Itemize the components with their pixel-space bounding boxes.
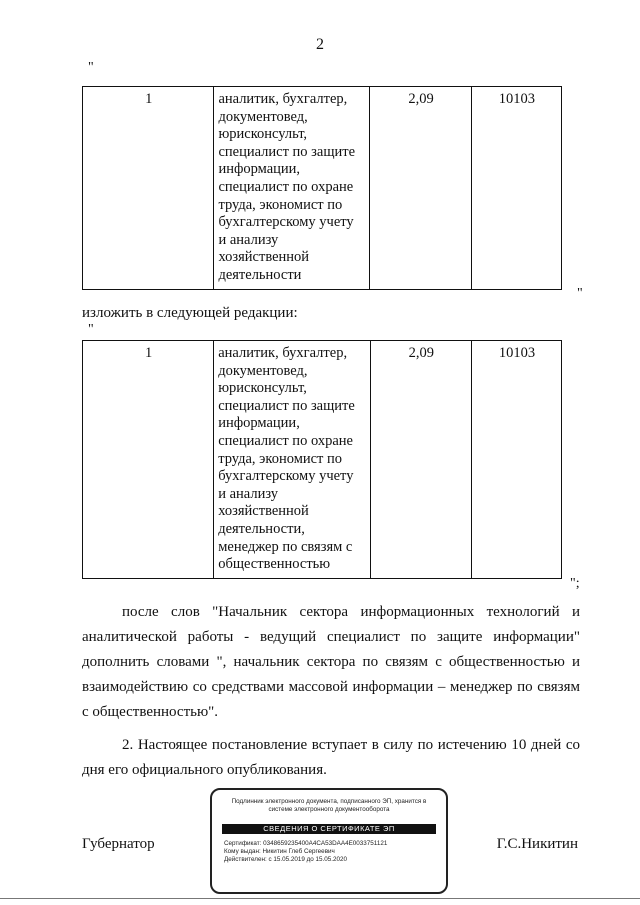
position-line: юрисконсульт, bbox=[218, 126, 308, 143]
effective-date-paragraph: 2. Настоящее постановление вступает в силу по истечению 10 дней со дня его официального опубликования. bbox=[82, 737, 580, 778]
stamp-note: Подлинник электронного документа, подписанного ЭП, хранится в системе электронного документооборота bbox=[231, 798, 427, 813]
position-line: менеджер по связям с bbox=[218, 538, 353, 555]
table-row bbox=[83, 87, 562, 290]
closing-quote-mark: " bbox=[577, 286, 583, 301]
position-line: аналитик, бухгалтер, bbox=[218, 91, 348, 107]
position-line: бухгалтерскому учету bbox=[218, 468, 354, 485]
intro-text: изложить в следующей редакции: bbox=[82, 305, 298, 321]
position-line: труда, экономист по bbox=[218, 450, 343, 467]
positions-cell bbox=[214, 87, 370, 290]
table-old-wording bbox=[82, 86, 562, 290]
position-line: бухгалтерскому учету bbox=[218, 214, 354, 231]
row-number-cell: 1 bbox=[83, 341, 214, 579]
position-line: и анализу bbox=[218, 231, 279, 248]
stamp-certificate: Сертификат: 0348659235400A4CA53DAA4E0033751121 bbox=[224, 840, 388, 847]
table-row bbox=[83, 341, 562, 579]
coefficient-cell: 2,09 bbox=[370, 341, 471, 579]
position-line: деятельности bbox=[218, 266, 302, 283]
position-line: труда, экономист по bbox=[218, 196, 343, 213]
position-line: документовед, bbox=[218, 108, 308, 125]
opening-quote-mark-2: " bbox=[88, 322, 94, 337]
stamp-header: СВЕДЕНИЯ О СЕРТИФИКАТЕ ЭП bbox=[222, 824, 436, 834]
position-line: хозяйственной bbox=[218, 249, 310, 266]
signatory-name: Г.С.Никитин bbox=[496, 836, 578, 852]
code-cell: 10103 bbox=[471, 341, 561, 579]
page-number: 2 bbox=[316, 36, 324, 53]
position-line: и анализу bbox=[218, 485, 279, 502]
position-line: общественностью bbox=[218, 556, 331, 573]
position-line: информации, bbox=[218, 161, 301, 178]
position-line: специалист по охране bbox=[218, 432, 353, 449]
position-line: деятельности, bbox=[218, 520, 305, 537]
position-line: документовед, bbox=[218, 362, 308, 379]
table-new-wording bbox=[82, 340, 562, 579]
signatory-title: Губернатор bbox=[82, 836, 155, 852]
position-line: аналитик, бухгалтер, bbox=[218, 345, 348, 361]
code-cell: 10103 bbox=[471, 87, 561, 290]
position-line: специалист по защите bbox=[218, 143, 356, 160]
positions-cell bbox=[214, 341, 370, 579]
position-line: хозяйственной bbox=[218, 503, 309, 520]
stamp-issued-to: Кому выдан: Никитин Глеб Сергеевич bbox=[224, 848, 335, 855]
coefficient-cell: 2,09 bbox=[370, 87, 471, 290]
opening-quote-mark: " bbox=[88, 60, 94, 75]
electronic-signature-stamp bbox=[210, 788, 448, 894]
position-line: юрисконсульт, bbox=[218, 380, 307, 397]
position-line: информации, bbox=[218, 415, 300, 432]
row-number-cell: 1 bbox=[83, 87, 214, 290]
stamp-validity: Действителен: с 15.05.2019 до 15.05.2020 bbox=[224, 856, 348, 863]
position-line: специалист по защите bbox=[218, 397, 355, 414]
closing-quote-mark-2: "; bbox=[570, 576, 580, 591]
position-line: специалист по охране bbox=[218, 178, 354, 195]
page-bottom-rule bbox=[0, 898, 640, 899]
amendment-paragraph: после слов "Начальник сектора информационных технологий и аналитической работы - ведущий специалист по защите информации" дополнить словами ", начальник сектора по связям с общественностью и взаимодействию со средствами массовой информации – менеджер по связям с общественностью". bbox=[82, 604, 580, 720]
